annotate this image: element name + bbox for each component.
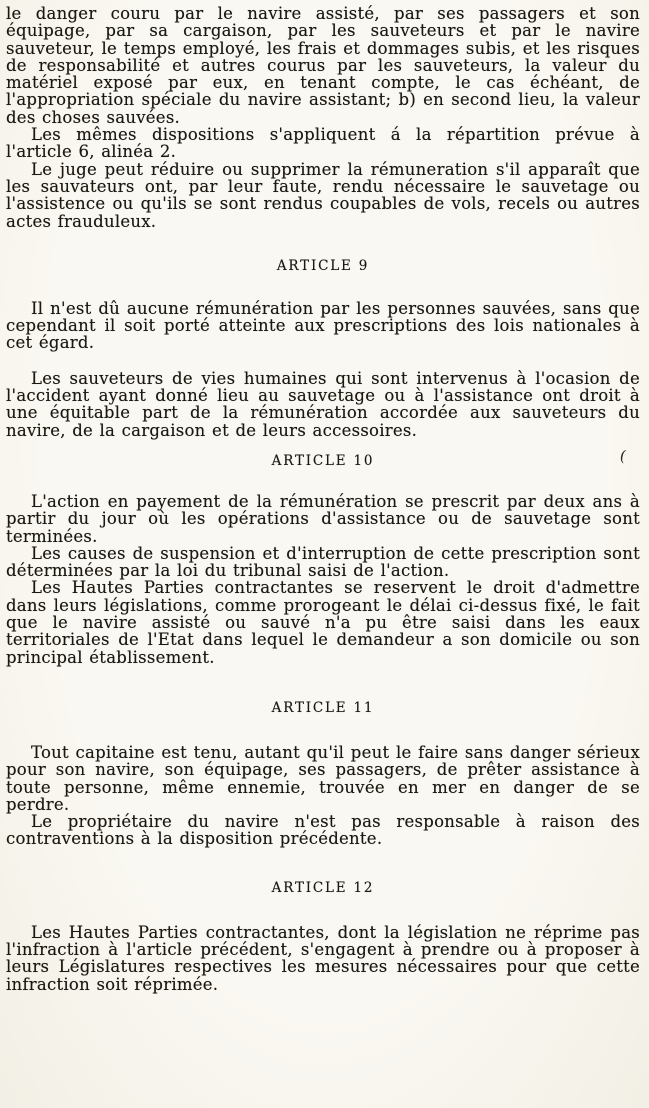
article-11-heading: ARTICLE 11 (271, 699, 375, 716)
article-12-heading: ARTICLE 12 (271, 879, 375, 896)
article-10-heading: ARTICLE 10 (271, 452, 375, 469)
article-9-heading: ARTICLE 9 (276, 257, 370, 274)
paragraph: Le propriétaire du navire n'est pas responsable à raison des contraventions à la disposition précédente. (6, 812, 640, 849)
scan-artifact-mark: ( (618, 446, 628, 466)
paragraph: Les Hautes Parties contractantes, dont la législation ne réprime pas l'infraction à l'article précédent, s'engagent à prendre ou à proposer à leurs Législatures respectives les mesures nécessaires pour que cette infraction soit réprimée. (6, 922, 640, 994)
article-10-heading-row (6, 446, 640, 469)
paragraph: L'action en payement de la rémunération se prescrit par deux ans à partir du jour où les opérations d'assistance ou de sauvetage sont terminées. (6, 491, 640, 546)
paragraph: Il n'est dû aucune rémunération par les personnes sauvées, sans que cependant il soit porté atteinte aux prescriptions des lois nationales à cet égard. (6, 298, 640, 353)
paragraph: Tout capitaine est tenu, autant qu'il peut le faire sans danger sérieux pour son navire, son équipage, ses passagers, de prêter assistance à toute personne, même ennemie, trouvée en mer en danger de se perdre. (6, 742, 640, 814)
article-9-heading-row (6, 258, 640, 274)
article-12-heading-row (6, 880, 640, 896)
paragraph: Les causes de suspension et d'interruption de cette prescription sont déterminées par la loi du tribunal saisi de l'action. (6, 543, 640, 581)
paragraph: Le juge peut réduire ou supprimer la rémuneration s'il apparaît que les sauvateurs ont, par leur faute, rendu nécessaire le sauvetage ou l'assistence ou qu'ils se sont rendus coupables de vols, recels ou autres actes frauduleux. (6, 159, 640, 231)
article-11-heading-row (6, 700, 640, 716)
paragraph: Les Hautes Parties contractantes se reservent le droit d'admettre dans leurs législations, comme prorogeant le délai ci-dessus fixé, le fait que le navire assisté ou sauvé n'a pu être saisi dans les eaux territoriales de l'Etat dans lequel le demandeur a son domicile ou son principal établissement. (6, 578, 640, 667)
paragraph: Les sauveteurs de vies humaines qui sont intervenus à l'ocasion de l'accident ayant donné lieu au sauvetage ou à l'assistance ont droit à une équitable part de la rémunération accordée aux sauveteurs du navire, de la cargaison et de leurs accessoires. (6, 368, 640, 440)
paragraph: Les mêmes dispositions s'appliquent á la répartition prévue à l'article 6, alinéa 2. (6, 125, 640, 162)
paragraph-continuation: le danger couru par le navire assisté, par ses passagers et son équipage, par sa cargaison, par les sauveteurs et par le navire sauveteur, le temps employé, les frais et dommages subis, et les risques de responsabilité et autres courus par les sauveteurs, la valeur du matériel exposé par eux, en tenant compte, le cas échéant, de l'appropriation spéciale du navire assistant; b) en second lieu, la valeur des choses sauvées. (6, 4, 640, 127)
